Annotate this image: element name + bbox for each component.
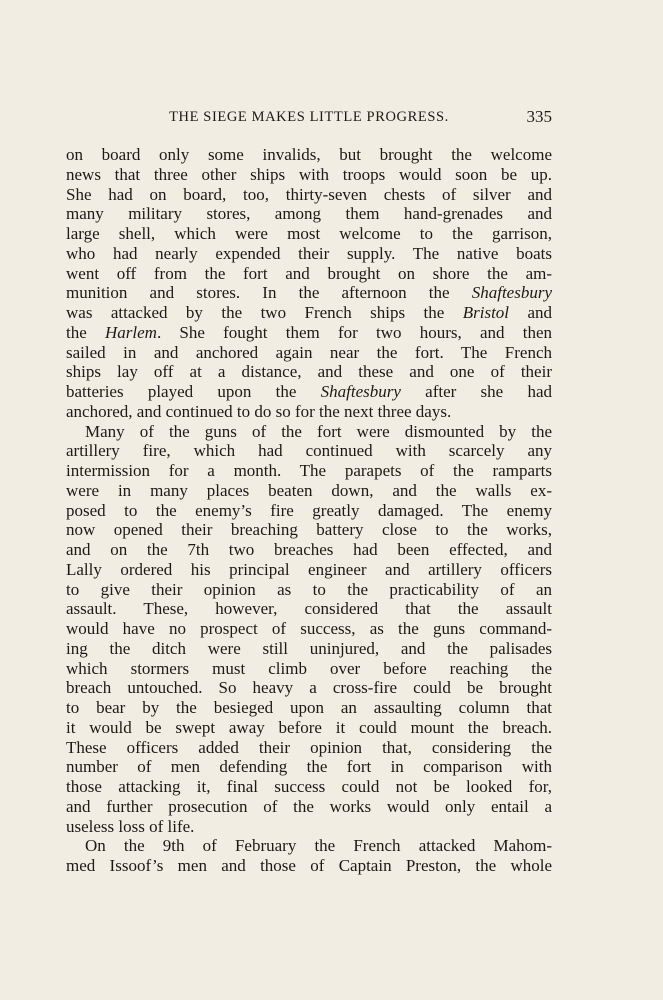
- text-line: [66, 836, 552, 856]
- text-run: who had nearly expended their supply. The native boats: [66, 243, 552, 263]
- text-line: [66, 422, 552, 442]
- text-line: [66, 738, 552, 758]
- text-run: breach untouched. So heavy a cross-fire could be brought: [66, 678, 552, 698]
- text-run: large shell, which were most welcome to the garrison,: [66, 224, 552, 243]
- text-run: many military stores, among them hand-grenades and: [66, 204, 552, 224]
- text-line: [66, 639, 552, 659]
- text-line: [66, 185, 552, 205]
- text-run: . She fought them for two hours, and then: [156, 322, 552, 342]
- text-run: Lally ordered his principal engineer and artillery officers: [66, 559, 552, 579]
- text-line: [66, 402, 552, 422]
- text-line: [66, 461, 552, 481]
- text-line: [66, 501, 552, 521]
- text-line: [66, 362, 552, 382]
- text-line: [66, 797, 552, 817]
- text-run: went off from the fort and brought on shore the am-: [66, 263, 552, 283]
- text-line: [66, 718, 552, 738]
- text-line: [66, 659, 552, 679]
- text-line: [66, 323, 552, 343]
- text-run: artillery fire, which had continued with scarcely any: [66, 441, 552, 461]
- text-line: [66, 343, 552, 363]
- text-run: She had on board, too, thirty-seven chests of silver and: [66, 184, 552, 204]
- text-run: anchored, and continued to do so for the next three days.: [66, 401, 452, 421]
- text-run: to bear by the besieged upon an assaulting column that: [66, 698, 552, 717]
- text-run: med Issoof’s men and those of Captain Preston, the whole: [66, 856, 552, 875]
- text-run: the: [66, 322, 105, 342]
- text-run: and: [509, 303, 552, 322]
- text-line: [66, 520, 552, 540]
- text-line: [66, 619, 552, 639]
- text-line: [66, 481, 552, 501]
- text-run: and on the 7th two breaches had been effected, and: [66, 540, 552, 559]
- running-head: [66, 107, 552, 129]
- page-number: 335: [526, 107, 552, 126]
- text-line: [66, 204, 552, 224]
- text-run: it would be swept away before it could mount the breach.: [66, 717, 552, 737]
- italic-text-run: Harlem: [105, 322, 157, 342]
- text-run: which stormers must climb over before reaching the: [66, 658, 552, 678]
- text-run: posed to the enemy’s fire greatly damaged. The enemy: [66, 500, 552, 520]
- text-line: [66, 777, 552, 797]
- text-run: intermission for a month. The parapets of the ramparts: [66, 461, 552, 480]
- italic-text-run: Shaftesbury: [471, 283, 552, 303]
- text-run: Many of the guns of the fort were dismounted by the: [85, 421, 552, 441]
- text-run: to give their opinion as to the practicability of an: [66, 579, 552, 599]
- text-run: on board only some invalids, but brought the welcome: [66, 145, 552, 164]
- text-line: [66, 244, 552, 264]
- text-run: munition and stores. In the afternoon the: [66, 283, 472, 303]
- text-run: On the 9th of February the French attacked Mahom-: [85, 836, 552, 856]
- text-line: [66, 264, 552, 284]
- text-run: sailed in and anchored again near the fort. The French: [66, 342, 552, 362]
- text-line: [66, 817, 552, 837]
- text-run: news that three other ships with troops would soon be up.: [66, 164, 552, 184]
- text-line: [66, 441, 552, 461]
- text-run: those attacking it, final success could not be looked for,: [66, 777, 552, 796]
- text-line: [66, 382, 552, 402]
- text-run: useless loss of life.: [66, 816, 195, 836]
- text-line: [66, 856, 552, 876]
- text-line: [66, 224, 552, 244]
- text-line: [66, 165, 552, 185]
- text-run: These officers added their opinion that, considering the: [66, 737, 552, 757]
- text-run: and further prosecution of the works would only entail a: [66, 796, 552, 816]
- text-line: [66, 145, 552, 165]
- text-line: [66, 698, 552, 718]
- text-run: assault. These, however, considered that the assault: [66, 599, 552, 619]
- text-line: [66, 580, 552, 600]
- text-run: after she had: [400, 382, 552, 401]
- text-line: [66, 757, 552, 777]
- text-run: were in many places beaten down, and the walls ex-: [66, 480, 552, 500]
- italic-text-run: Shaftesbury: [320, 382, 401, 401]
- text-line: [66, 283, 552, 303]
- text-run: ing the ditch were still uninjured, and the palisades: [66, 638, 552, 658]
- body-text: [66, 145, 552, 876]
- italic-text-run: Bristol: [462, 303, 510, 322]
- text-run: would have no prospect of success, as the guns command-: [66, 619, 552, 638]
- text-run: now opened their breaching battery close to the works,: [66, 520, 552, 540]
- text-line: [66, 303, 552, 323]
- text-line: [66, 678, 552, 698]
- text-line: [66, 599, 552, 619]
- text-run: ships lay off at a distance, and these and one of their: [66, 362, 552, 382]
- text-run: was attacked by the two French ships the: [66, 303, 463, 322]
- running-title: THE SIEGE MAKES LITTLE PROGRESS.: [169, 109, 449, 125]
- text-run: batteries played upon the: [66, 382, 321, 401]
- text-line: [66, 560, 552, 580]
- text-run: number of men defending the fort in comparison with: [66, 757, 552, 777]
- text-line: [66, 540, 552, 560]
